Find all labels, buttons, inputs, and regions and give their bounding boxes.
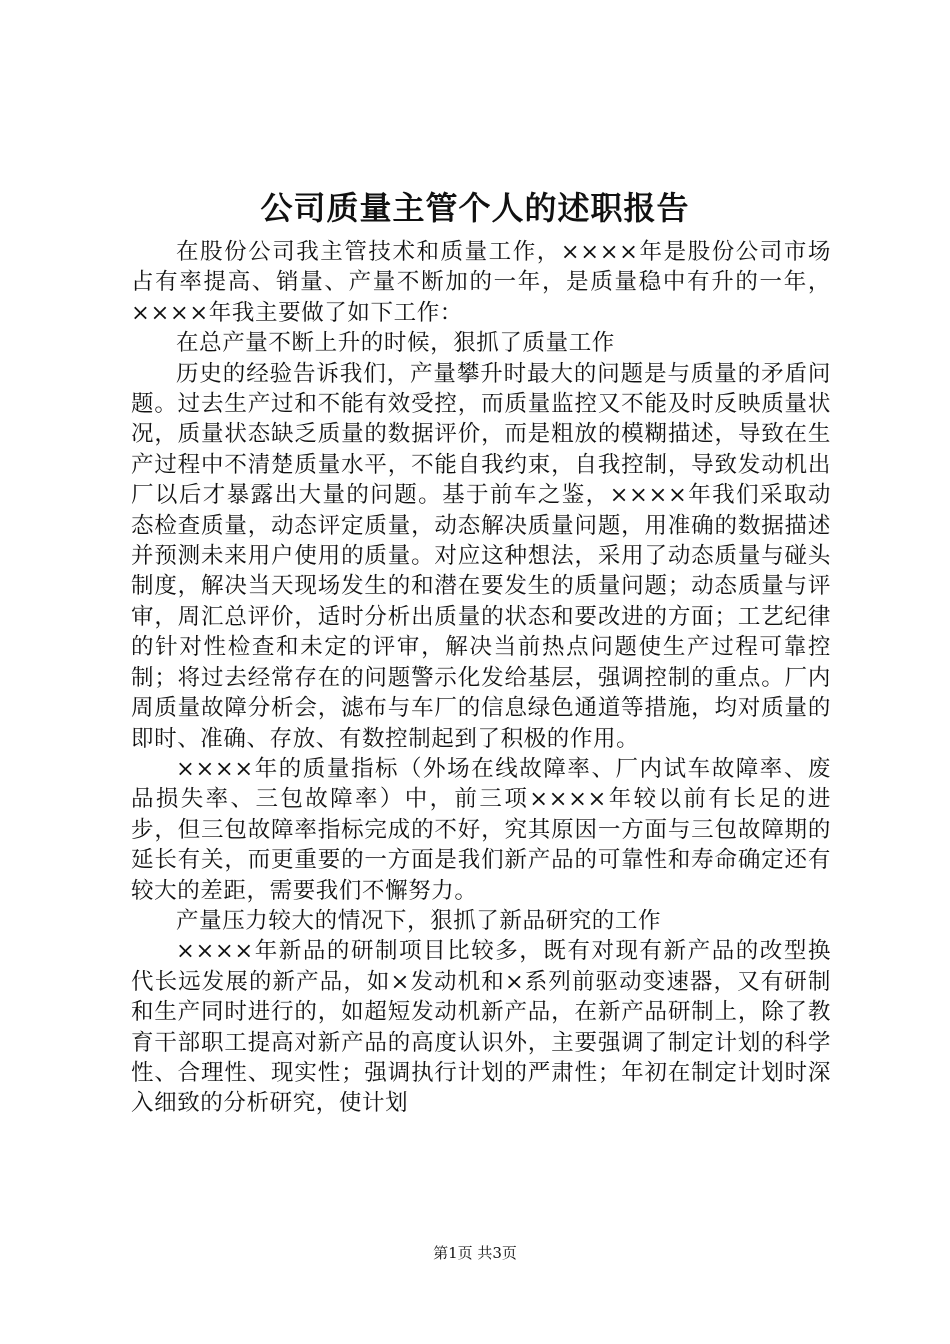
paragraph: 在股份公司我主管技术和质量工作，××××年是股份公司市场占有率提高、销量、产量不断加的一年，是质量稳中有升的一年，××××年我主要做了如下工作： <box>131 239 831 326</box>
section-heading: 在总产量不断上升的时候，狠抓了质量工作 <box>176 330 615 357</box>
page-footer: 第1页 共3页 <box>433 1244 517 1262</box>
section-heading: 产量压力较大的情况下，狠抓了新品研究的工作 <box>176 907 662 934</box>
paragraph: ××××年新品的研制项目比较多，既有对现有新产品的改型换代长远发展的新产品，如×发动机和×系列前驱动变速器，又有研制和生产同时进行的，如超短发动机新产品，在新产品研制上，除了教育干部职工提高对新产品的高度认识外，主要强调了制定计划的科学性、合理性、现实性；强调执行计划的严肃性；年初在制定计划时深入细致的分析研究，使计划 <box>131 938 831 1117</box>
document-body <box>131 237 831 1119</box>
paragraph: 历史的经验告诉我们，产量攀升时最大的问题是与质量的矛盾问题。过去生产过和不能有效受控，而质量监控又不能及时反映质量状况，质量状态缺乏质量的数据评价，而是粗放的模糊描述，导致在生产过程中不清楚质量水平，不能自我约束，自我控制，导致发动机出厂以后才暴露出大量的问题。基于前车之鉴，××××年我们采取动态检查质量，动态评定质量，动态解决质量问题，用准确的数据描述并预测未来用户使用的质量。对应这种想法，采用了动态质量与碰头制度，解决当天现场发生的和潜在要发生的质量问题；动态质量与评审，周汇总评价，适时分析出质量的状态和要改进的方面；工艺纪律的针对性检查和未定的评审，解决当前热点问题使生产过程可靠控制；将过去经常存在的问题警示化发给基层，强调控制的重点。厂内周质量故障分析会，滤布与车厂的信息绿色通道等措施，均对质量的即时、准确、存放、有数控制起到了积极的作用。 <box>131 360 831 752</box>
document-title: 公司质量主管个人的述职报告 <box>260 189 690 227</box>
paragraph: ××××年的质量指标（外场在线故障率、厂内试车故障率、废品损失率、三包故障率）中，前三项××××年较以前有长足的进步，但三包故障率指标完成的不好，究其原因一方面与三包故障期的延长有关，而更重要的一方面是我们新产品的可靠性和寿命确定还有较大的差距，需要我们不懈努力。 <box>131 755 831 904</box>
